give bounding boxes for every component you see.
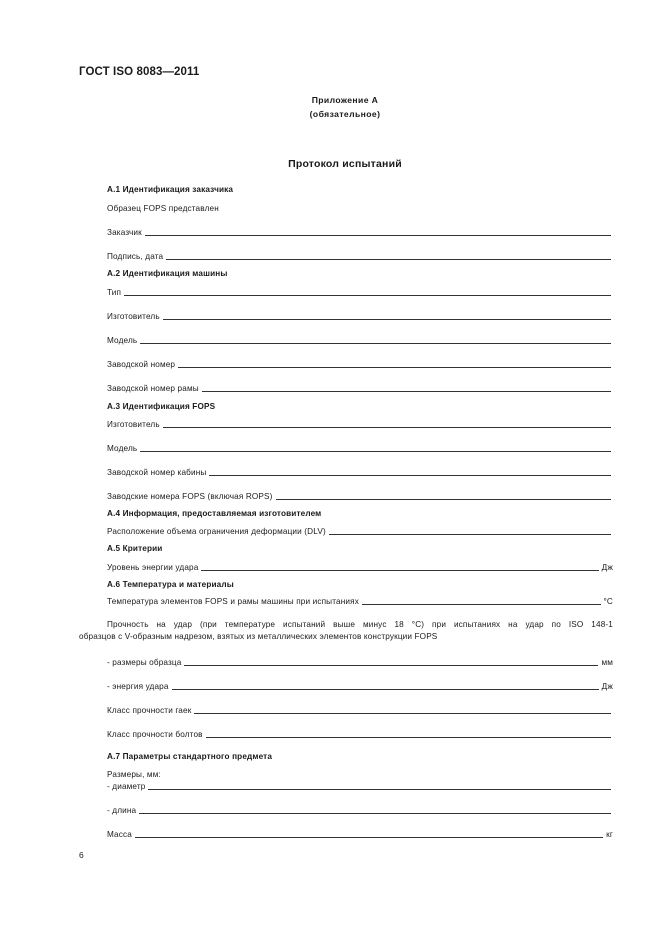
machine-manufacturer-line[interactable] [163, 319, 611, 320]
machine-model-field[interactable] [107, 336, 613, 346]
dlv-location-label: Расположение объема ограничения деформации (DLV) [107, 527, 326, 536]
customer-field[interactable] [107, 228, 613, 238]
length-line[interactable] [139, 813, 611, 814]
dlv-location-line[interactable] [329, 534, 611, 535]
machine-manufacturer-field[interactable] [107, 312, 613, 322]
machine-model-line[interactable] [140, 343, 611, 344]
machine-model-label: Модель [107, 336, 138, 345]
fops-manufacturer-field[interactable] [107, 420, 613, 430]
specimen-impact-energy-unit: Дж [601, 682, 613, 691]
impact-strength-paragraph-line1: Прочность на удар (при температуре испытаний выше минус 18 °С) при испытаниях на удар по ISO 148-1 [107, 620, 613, 629]
customer-label: Заказчик [107, 228, 142, 237]
customer-line[interactable] [145, 235, 611, 236]
appendix-status: (обязательное) [309, 109, 381, 119]
temperature-field[interactable] [107, 597, 613, 607]
page-number: 6 [79, 850, 84, 860]
signature-date-field[interactable] [107, 252, 613, 262]
fops-serials-line[interactable] [276, 499, 611, 500]
bolt-class-field[interactable] [107, 730, 613, 740]
machine-serial-line[interactable] [178, 367, 611, 368]
fops-serials-label: Заводские номера FOPS (включая ROPS) [107, 492, 273, 501]
mass-line[interactable] [135, 837, 603, 838]
mass-field[interactable] [107, 830, 613, 840]
diameter-field[interactable] [107, 782, 613, 792]
machine-type-label: Тип [107, 288, 122, 297]
cab-serial-line[interactable] [209, 475, 611, 476]
frame-serial-label: Заводской номер рамы [107, 384, 199, 393]
dlv-location-field[interactable] [107, 527, 613, 537]
fops-serials-field[interactable] [107, 492, 613, 502]
fops-manufacturer-label: Изготовитель [107, 420, 160, 429]
temperature-unit: °С [603, 597, 613, 606]
dimensions-label: Размеры, мм: [107, 770, 161, 779]
section-a5-heading: А.5 Критерии [107, 544, 163, 553]
specimen-size-line[interactable] [184, 665, 598, 666]
impact-strength-paragraph-line2: образцов с V-образным надрезом, взятых из металлических элементов конструкции FOPS [79, 632, 438, 641]
signature-date-line[interactable] [166, 259, 611, 260]
section-a1-heading: А.1 Идентификация заказчика [107, 185, 234, 194]
machine-type-field[interactable] [107, 288, 613, 298]
fops-manufacturer-line[interactable] [163, 427, 611, 428]
mass-label: Масса [107, 830, 132, 839]
specimen-impact-energy-label: - энергия удара [107, 682, 169, 691]
sample-submitted-label: Образец FOPS представлен [107, 204, 219, 213]
specimen-size-field[interactable] [107, 658, 613, 668]
impact-energy-level-line[interactable] [201, 570, 598, 571]
temperature-line[interactable] [362, 604, 601, 605]
machine-serial-label: Заводской номер [107, 360, 176, 369]
specimen-impact-energy-line[interactable] [172, 689, 599, 690]
bolt-class-line[interactable] [206, 737, 611, 738]
document-standard-header: ГОСТ ISO 8083—2011 [79, 66, 200, 78]
section-a4-heading: А.4 Информация, предоставляемая изготовителем [107, 509, 322, 518]
cab-serial-field[interactable] [107, 468, 613, 478]
frame-serial-field[interactable] [107, 384, 613, 394]
length-label: - длина [107, 806, 137, 815]
fops-model-label: Модель [107, 444, 138, 453]
appendix-title: Приложение А [311, 95, 379, 105]
section-a6-heading: А.6 Температура и материалы [107, 580, 234, 589]
diameter-label: - диаметр [107, 782, 146, 791]
specimen-size-label: - размеры образца [107, 658, 182, 667]
machine-manufacturer-label: Изготовитель [107, 312, 160, 321]
section-a7-heading: А.7 Параметры стандартного предмета [107, 752, 273, 761]
bolt-class-label: Класс прочности болтов [107, 730, 203, 739]
specimen-impact-energy-field[interactable] [107, 682, 613, 692]
mass-unit: кг [606, 830, 613, 839]
cab-serial-label: Заводской номер кабины [107, 468, 207, 477]
machine-type-line[interactable] [124, 295, 611, 296]
impact-energy-level-label: Уровень энергии удара [107, 563, 199, 572]
nut-class-label: Класс прочности гаек [107, 706, 192, 715]
fops-model-line[interactable] [140, 451, 611, 452]
machine-serial-field[interactable] [107, 360, 613, 370]
specimen-size-unit: мм [601, 658, 613, 667]
frame-serial-line[interactable] [202, 391, 611, 392]
diameter-line[interactable] [148, 789, 611, 790]
impact-energy-level-field[interactable] [107, 563, 613, 573]
temperature-label: Температура элементов FOPS и рамы машины при испытаниях [107, 597, 359, 606]
signature-date-label: Подпись, дата [107, 252, 164, 261]
section-a3-heading: А.3 Идентификация FOPS [107, 402, 216, 411]
impact-energy-level-unit: Дж [601, 563, 613, 572]
document-title: Протокол испытаний [288, 158, 402, 170]
section-a2-heading: А.2 Идентификация машины [107, 269, 228, 278]
nut-class-field[interactable] [107, 706, 613, 716]
fops-model-field[interactable] [107, 444, 613, 454]
length-field[interactable] [107, 806, 613, 816]
nut-class-line[interactable] [194, 713, 611, 714]
